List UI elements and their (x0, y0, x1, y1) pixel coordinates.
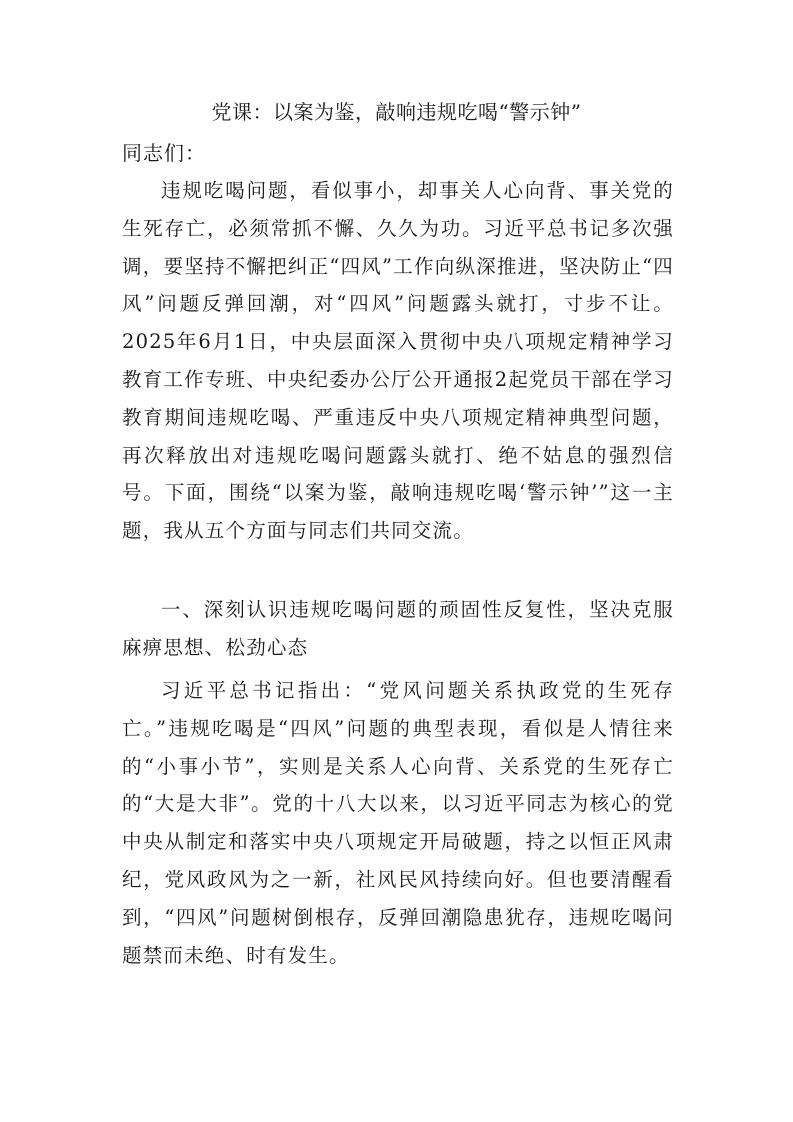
section-heading-1 (122, 591, 674, 667)
paragraph-text: 习近平总书记指出：“党风问题关系执政党的生死存亡。”违规吃喝是“四风”问题的典型表现，看似是人情往来的“小事小节”，实则是关系人心向背、关系党的生死存亡的“大是大非”。党的十八大以来，以习近平同志为核心的党中央从制定和落实中央八项规定开局破题，持之以恒正风肃纪，党风政风为之一新，社风民风持续向好。但也要清醒看到，“四风”问题树倒根存，反弹回潮隐患犹存，违规吃喝问题禁而未绝、时有发生。 (122, 679, 674, 967)
paragraph-intro (122, 172, 674, 550)
paragraph-text: 违规吃喝问题，看似事小，却事关人心向背、事关党的生死存亡，必须常抓不懈、久久为功。习近平总书记多次强调，要坚持不懈把纠正“四风”工作向纵深推进，坚决防止“四风”问题反弹回潮，对“四风”问题露头就打，寸步不让。2025年6月1日，中央层面深入贯彻中央八项规定精神学习教育工作专班、中央纪委办公厅公开通报2起党员干部在学习教育期间违规吃喝、严重违反中央八项规定精神典型问题，再次释放出对违规吃喝问题露头就打、绝不姑息的强烈信号。下面，围绕“以案为鉴，敲响违规吃喝‘警示钟’”这一主题，我从五个方面与同志们共同交流。 (122, 179, 674, 543)
section-heading-text: 一、深刻认识违规吃喝问题的顽固性反复性，坚决克服麻痹思想、松劲心态 (122, 598, 674, 659)
document-title: 党课：以案为鉴，敲响违规吃喝“警示钟” (211, 100, 582, 124)
salutation: 同志们： (122, 141, 206, 165)
paragraph-section-1 (122, 672, 674, 974)
